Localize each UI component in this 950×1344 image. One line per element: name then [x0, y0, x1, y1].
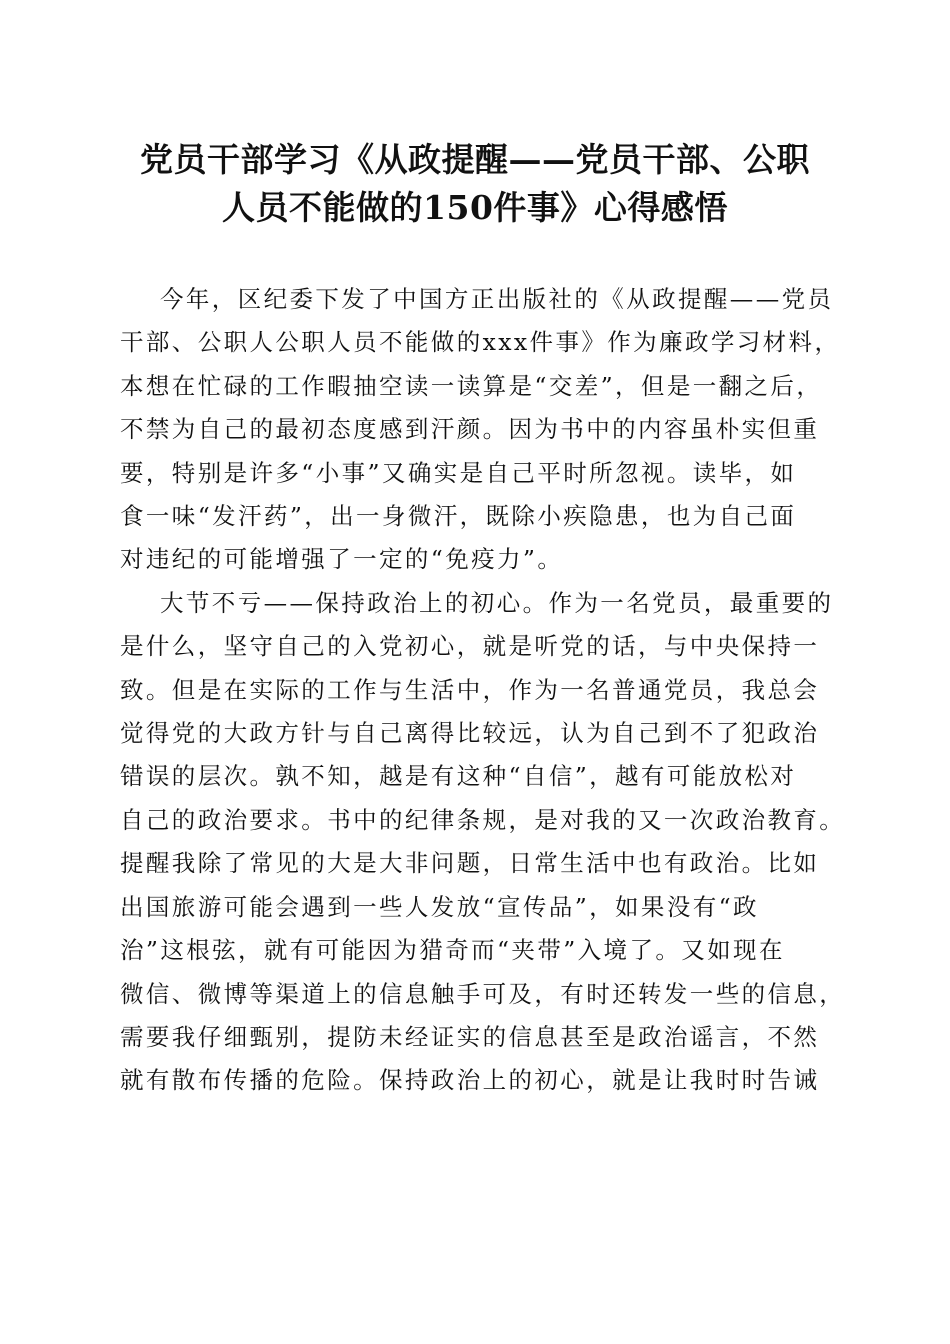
text-line: 是什么，坚守自己的入党初心，就是听党的话，与中央保持一: [120, 632, 820, 661]
text-line: 微信、微博等渠道上的信息触手可及，有时还转发一些的信息，: [120, 979, 846, 1008]
text-line: 干部、公职人公职人员不能做的xxx件事》作为廉政学习材料，: [120, 328, 841, 357]
text-line: 今年，区纪委下发了中国方正出版社的《从政提醒——党员: [160, 285, 834, 313]
text-line: 大节不亏——保持政治上的初心。作为一名党员，最重要的: [160, 588, 834, 617]
title-line: 党员干部学习《从政提醒——党员干部、公职: [140, 140, 810, 179]
text-line: 本想在忙碌的工作暇抽空读一读算是“交差”，但是一翻之后，: [120, 371, 823, 400]
paragraph-2: [120, 582, 846, 1103]
text-line: 提醒我除了常见的大是大非问题，日常生活中也有政治。比如: [120, 849, 820, 878]
text-line: 致。但是在实际的工作与生活中，作为一名普通党员，我总会: [120, 675, 820, 704]
text-line: 食一味“发汗药”，出一身微汗，既除小疾隐患，也为自己面: [120, 502, 797, 531]
text-line: 治”这根弦，就有可能因为猎奇而“夹带”入境了。又如现在: [120, 936, 785, 965]
document-body: [120, 278, 846, 1103]
title-line: 人员不能做的150件事》心得感悟: [222, 188, 728, 227]
text-line: 不禁为自己的最初态度感到汗颜。因为书中的内容虽朴实但重: [120, 415, 820, 444]
paragraph-1: [120, 278, 841, 582]
text-line: 需要我仔细甄别，提防未经证实的信息甚至是政治谣言，不然: [120, 1022, 820, 1051]
text-line: 出国旅游可能会遇到一些人发放“宣传品”，如果没有“政: [120, 892, 759, 921]
text-line: 就有散布传播的危险。保持政治上的初心，就是让我时时告诫: [120, 1066, 820, 1095]
text-line: 对违纪的可能增强了一定的“免疫力”。: [120, 545, 564, 574]
text-line: 觉得党的大政方针与自己离得比较远，认为自己到不了犯政治: [120, 719, 820, 748]
document-title: [110, 136, 840, 232]
text-line: 要，特别是许多“小事”又确实是自己平时所忽视。读毕，如: [120, 458, 797, 487]
text-line: 错误的层次。孰不知，越是有这种“自信”，越有可能放松对: [120, 762, 797, 791]
text-line: 自己的政治要求。书中的纪律条规，是对我的又一次政治教育。: [120, 805, 846, 834]
